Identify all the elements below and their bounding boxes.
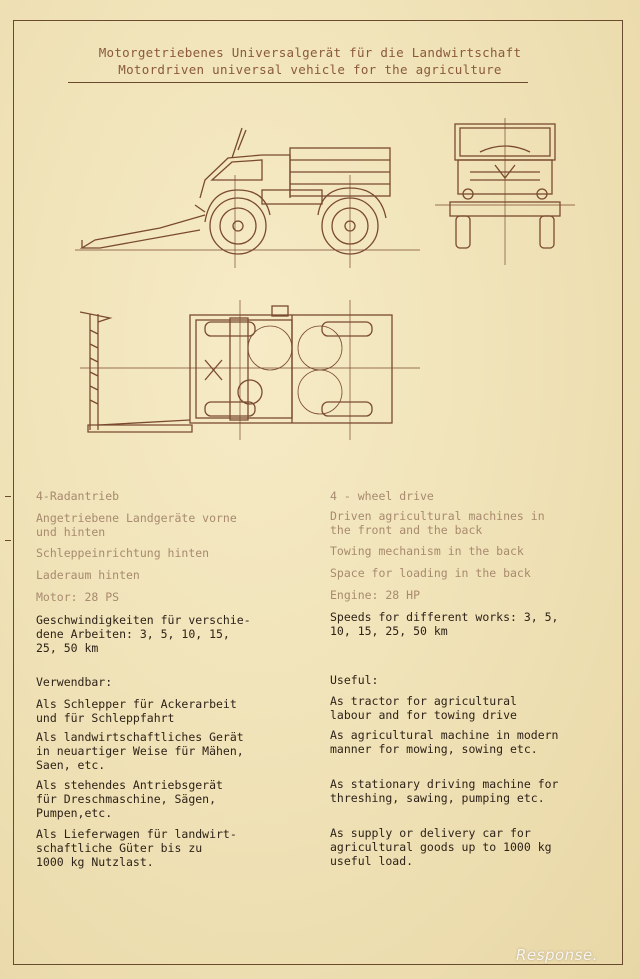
use-en-item: As supply or delivery car for agricultural goods up to 1000 kg useful load.	[330, 826, 552, 868]
spec-de-towing: Schleppeinrichtung hinten	[36, 546, 210, 560]
title-english: Motordriven universal vehicle for the agriculture	[118, 62, 502, 77]
use-en-heading: Useful:	[330, 673, 379, 687]
use-en-item: As stationary driving machine for threshing, sawing, pumping etc.	[330, 777, 559, 805]
use-de-heading: Verwendbar:	[36, 675, 113, 689]
technical-drawings	[0, 0, 640, 470]
spec-en-drive: 4 - wheel drive	[330, 489, 434, 503]
spec-en-loading: Space for loading in the back	[330, 566, 531, 580]
spec-de-drive: 4-Radantrieb	[36, 489, 120, 503]
spec-de-implements: Angetriebene Landgeräte vorne und hinten	[36, 511, 237, 539]
spec-en-towing: Towing mechanism in the back	[330, 544, 524, 558]
spec-de-speeds: Geschwindigkeiten für verschie- dene Arbeiten: 3, 5, 10, 15, 25, 50 km	[36, 613, 251, 655]
use-de-item: Als landwirtschaftliches Gerät in neuartiger Weise für Mähen, Saen, etc.	[36, 730, 244, 772]
spec-de-loading: Laderaum hinten	[36, 568, 140, 582]
use-en-item: As agricultural machine in modern manner for mowing, sowing etc.	[330, 728, 559, 756]
use-de-item: Als stehendes Antriebsgerät für Dreschmaschine, Sägen, Pumpen,etc.	[36, 778, 223, 820]
use-en-item: As tractor for agricultural labour and for towing drive	[330, 694, 517, 722]
spec-de-engine: Motor: 28 PS	[36, 590, 120, 604]
use-de-item: Als Lieferwagen für landwirt- schaftliche Güter bis zu 1000 kg Nutzlast.	[36, 827, 237, 869]
margin-mark	[5, 496, 11, 497]
use-de-item: Als Schlepper für Ackerarbeit und für Schleppfahrt	[36, 697, 237, 725]
response-watermark: Response.	[516, 946, 598, 964]
margin-mark	[5, 540, 11, 541]
front-view-drawing	[435, 118, 575, 265]
side-view-drawing	[75, 128, 420, 268]
top-view-drawing	[80, 300, 420, 440]
title-german: Motorgetriebenes Universalgerät für die Landwirtschaft	[98, 45, 522, 60]
spec-en-implements: Driven agricultural machines in the front and the back	[330, 509, 545, 537]
spec-en-engine: Engine: 28 HP	[330, 588, 421, 602]
spec-en-speeds: Speeds for different works: 3, 5, 10, 15, 25, 50 km	[330, 610, 559, 638]
